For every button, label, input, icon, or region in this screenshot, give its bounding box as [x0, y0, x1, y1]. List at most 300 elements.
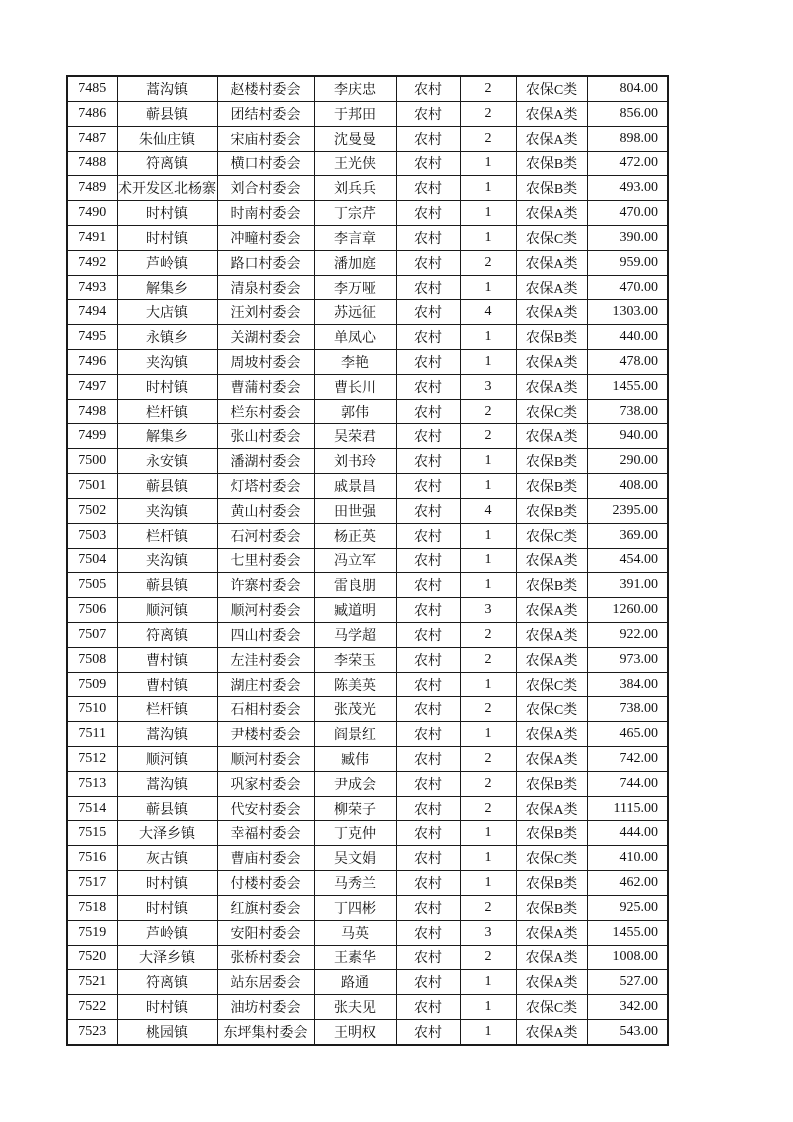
village-committee-cell: 张桥村委会 — [217, 945, 314, 970]
category-cell: 农村 — [396, 250, 460, 275]
amount-cell: 290.00 — [587, 449, 668, 474]
amount-cell: 472.00 — [587, 151, 668, 176]
town-cell: 永安镇 — [117, 449, 217, 474]
serial-number-cell: 7516 — [67, 846, 117, 871]
person-count-cell: 2 — [460, 424, 516, 449]
serial-number-cell: 7495 — [67, 325, 117, 350]
category-cell: 农村 — [396, 201, 460, 226]
person-count-cell: 3 — [460, 374, 516, 399]
serial-number-cell: 7514 — [67, 796, 117, 821]
person-count-cell: 1 — [460, 672, 516, 697]
person-name-cell: 沈曼曼 — [314, 126, 396, 151]
table-row — [67, 796, 668, 821]
table-row — [67, 126, 668, 151]
person-count-cell: 2 — [460, 647, 516, 672]
insurance-class-cell: 农保A类 — [516, 622, 587, 647]
category-cell: 农村 — [396, 722, 460, 747]
village-committee-cell: 石相村委会 — [217, 697, 314, 722]
table-row — [67, 722, 668, 747]
person-name-cell: 刘兵兵 — [314, 176, 396, 201]
person-count-cell: 1 — [460, 970, 516, 995]
serial-number-cell: 7509 — [67, 672, 117, 697]
serial-number-cell: 7489 — [67, 176, 117, 201]
person-name-cell: 张夫见 — [314, 995, 396, 1020]
category-cell: 农村 — [396, 325, 460, 350]
person-name-cell: 李庆忠 — [314, 76, 396, 101]
insurance-class-cell: 农保A类 — [516, 300, 587, 325]
village-committee-cell: 石河村委会 — [217, 523, 314, 548]
category-cell: 农村 — [396, 821, 460, 846]
person-name-cell: 丁克仲 — [314, 821, 396, 846]
category-cell: 农村 — [396, 474, 460, 499]
person-count-cell: 2 — [460, 399, 516, 424]
table-row — [67, 176, 668, 201]
serial-number-cell: 7492 — [67, 250, 117, 275]
category-cell: 农村 — [396, 300, 460, 325]
person-count-cell: 2 — [460, 622, 516, 647]
serial-number-cell: 7498 — [67, 399, 117, 424]
village-committee-cell: 东坪集村委会 — [217, 1019, 314, 1045]
serial-number-cell: 7515 — [67, 821, 117, 846]
table-row — [67, 970, 668, 995]
person-name-cell: 雷良朋 — [314, 573, 396, 598]
category-cell: 农村 — [396, 895, 460, 920]
town-cell: 符离镇 — [117, 970, 217, 995]
insurance-class-cell: 农保A类 — [516, 350, 587, 375]
table-row — [67, 350, 668, 375]
table-row — [67, 201, 668, 226]
rural-pension-roster-table — [66, 75, 669, 1046]
person-count-cell: 2 — [460, 796, 516, 821]
village-committee-cell: 顺河村委会 — [217, 747, 314, 772]
town-cell: 时村镇 — [117, 374, 217, 399]
table-row — [67, 995, 668, 1020]
village-committee-cell: 代安村委会 — [217, 796, 314, 821]
table-row — [67, 225, 668, 250]
village-committee-cell: 尹楼村委会 — [217, 722, 314, 747]
category-cell: 农村 — [396, 523, 460, 548]
serial-number-cell: 7513 — [67, 771, 117, 796]
serial-number-cell: 7511 — [67, 722, 117, 747]
village-committee-cell: 时南村委会 — [217, 201, 314, 226]
town-cell: 芦岭镇 — [117, 250, 217, 275]
amount-cell: 342.00 — [587, 995, 668, 1020]
category-cell: 农村 — [396, 176, 460, 201]
person-count-cell: 2 — [460, 76, 516, 101]
person-name-cell: 丁宗芹 — [314, 201, 396, 226]
person-count-cell: 1 — [460, 449, 516, 474]
insurance-class-cell: 农保B类 — [516, 474, 587, 499]
category-cell: 农村 — [396, 424, 460, 449]
serial-number-cell: 7521 — [67, 970, 117, 995]
person-name-cell: 吴文娟 — [314, 846, 396, 871]
amount-cell: 2395.00 — [587, 498, 668, 523]
village-committee-cell: 横口村委会 — [217, 151, 314, 176]
person-name-cell: 尹成会 — [314, 771, 396, 796]
amount-cell: 1303.00 — [587, 300, 668, 325]
table-row — [67, 300, 668, 325]
serial-number-cell: 7519 — [67, 920, 117, 945]
category-cell: 农村 — [396, 225, 460, 250]
person-count-cell: 4 — [460, 300, 516, 325]
person-name-cell: 李荣玉 — [314, 647, 396, 672]
category-cell: 农村 — [396, 747, 460, 772]
insurance-class-cell: 农保A类 — [516, 796, 587, 821]
insurance-class-cell: 农保C类 — [516, 225, 587, 250]
amount-cell: 940.00 — [587, 424, 668, 449]
village-committee-cell: 站东居委会 — [217, 970, 314, 995]
amount-cell: 465.00 — [587, 722, 668, 747]
insurance-class-cell: 农保B类 — [516, 176, 587, 201]
village-committee-cell: 团结村委会 — [217, 101, 314, 126]
village-committee-cell: 周坡村委会 — [217, 350, 314, 375]
town-cell: 栏杆镇 — [117, 399, 217, 424]
serial-number-cell: 7491 — [67, 225, 117, 250]
person-name-cell: 王光侠 — [314, 151, 396, 176]
person-name-cell: 潘加庭 — [314, 250, 396, 275]
insurance-class-cell: 农保A类 — [516, 647, 587, 672]
person-name-cell: 冯立军 — [314, 548, 396, 573]
amount-cell: 543.00 — [587, 1019, 668, 1045]
person-count-cell: 1 — [460, 225, 516, 250]
village-committee-cell: 许寨村委会 — [217, 573, 314, 598]
category-cell: 农村 — [396, 151, 460, 176]
person-name-cell: 王素华 — [314, 945, 396, 970]
insurance-class-cell: 农保B类 — [516, 771, 587, 796]
person-count-cell: 1 — [460, 474, 516, 499]
insurance-class-cell: 农保C类 — [516, 523, 587, 548]
person-count-cell: 3 — [460, 920, 516, 945]
person-count-cell: 2 — [460, 747, 516, 772]
insurance-class-cell: 农保C类 — [516, 76, 587, 101]
insurance-class-cell: 农保A类 — [516, 548, 587, 573]
table-row — [67, 945, 668, 970]
town-cell: 蕲县镇 — [117, 796, 217, 821]
category-cell: 农村 — [396, 399, 460, 424]
person-count-cell: 1 — [460, 722, 516, 747]
category-cell: 农村 — [396, 573, 460, 598]
insurance-class-cell: 农保C类 — [516, 995, 587, 1020]
insurance-class-cell: 农保B类 — [516, 449, 587, 474]
town-cell: 符离镇 — [117, 151, 217, 176]
town-cell: 夹沟镇 — [117, 498, 217, 523]
serial-number-cell: 7520 — [67, 945, 117, 970]
person-count-cell: 2 — [460, 895, 516, 920]
person-count-cell: 1 — [460, 523, 516, 548]
village-committee-cell: 清泉村委会 — [217, 275, 314, 300]
serial-number-cell: 7496 — [67, 350, 117, 375]
town-cell: 大泽乡镇 — [117, 821, 217, 846]
village-committee-cell: 刘合村委会 — [217, 176, 314, 201]
table-row — [67, 672, 668, 697]
village-committee-cell: 巩家村委会 — [217, 771, 314, 796]
table-row — [67, 573, 668, 598]
serial-number-cell: 7490 — [67, 201, 117, 226]
insurance-class-cell: 农保B类 — [516, 821, 587, 846]
village-committee-cell: 油坊村委会 — [217, 995, 314, 1020]
person-name-cell: 张茂光 — [314, 697, 396, 722]
insurance-class-cell: 农保A类 — [516, 201, 587, 226]
person-count-cell: 1 — [460, 821, 516, 846]
table-row — [67, 474, 668, 499]
person-name-cell: 刘书玲 — [314, 449, 396, 474]
village-committee-cell: 冲疃村委会 — [217, 225, 314, 250]
village-committee-cell: 红旗村委会 — [217, 895, 314, 920]
serial-number-cell: 7501 — [67, 474, 117, 499]
category-cell: 农村 — [396, 101, 460, 126]
category-cell: 农村 — [396, 796, 460, 821]
serial-number-cell: 7486 — [67, 101, 117, 126]
amount-cell: 1455.00 — [587, 374, 668, 399]
person-count-cell: 4 — [460, 498, 516, 523]
category-cell: 农村 — [396, 622, 460, 647]
village-committee-cell: 付楼村委会 — [217, 871, 314, 896]
serial-number-cell: 7488 — [67, 151, 117, 176]
person-name-cell: 王明权 — [314, 1019, 396, 1045]
town-cell: 永镇乡 — [117, 325, 217, 350]
category-cell: 农村 — [396, 771, 460, 796]
town-cell: 蒿沟镇 — [117, 76, 217, 101]
category-cell: 农村 — [396, 374, 460, 399]
category-cell: 农村 — [396, 498, 460, 523]
serial-number-cell: 7502 — [67, 498, 117, 523]
category-cell: 农村 — [396, 126, 460, 151]
category-cell: 农村 — [396, 672, 460, 697]
person-count-cell: 2 — [460, 126, 516, 151]
insurance-class-cell: 农保B类 — [516, 151, 587, 176]
person-count-cell: 1 — [460, 151, 516, 176]
amount-cell: 369.00 — [587, 523, 668, 548]
serial-number-cell: 7512 — [67, 747, 117, 772]
village-committee-cell: 路口村委会 — [217, 250, 314, 275]
serial-number-cell: 7497 — [67, 374, 117, 399]
person-count-cell: 1 — [460, 995, 516, 1020]
amount-cell: 462.00 — [587, 871, 668, 896]
amount-cell: 973.00 — [587, 647, 668, 672]
serial-number-cell: 7518 — [67, 895, 117, 920]
insurance-class-cell: 农保C类 — [516, 399, 587, 424]
amount-cell: 1455.00 — [587, 920, 668, 945]
insurance-class-cell: 农保B类 — [516, 325, 587, 350]
person-name-cell: 阎景红 — [314, 722, 396, 747]
table-row — [67, 647, 668, 672]
town-cell: 曹村镇 — [117, 672, 217, 697]
serial-number-cell: 7504 — [67, 548, 117, 573]
village-committee-cell: 栏东村委会 — [217, 399, 314, 424]
amount-cell: 925.00 — [587, 895, 668, 920]
amount-cell: 527.00 — [587, 970, 668, 995]
amount-cell: 922.00 — [587, 622, 668, 647]
table-row — [67, 399, 668, 424]
person-count-cell: 1 — [460, 350, 516, 375]
table-row — [67, 846, 668, 871]
person-name-cell: 马秀兰 — [314, 871, 396, 896]
town-cell: 芦岭镇 — [117, 920, 217, 945]
category-cell: 农村 — [396, 945, 460, 970]
village-committee-cell: 安阳村委会 — [217, 920, 314, 945]
person-name-cell: 路通 — [314, 970, 396, 995]
person-name-cell: 田世强 — [314, 498, 396, 523]
insurance-class-cell: 农保A类 — [516, 945, 587, 970]
person-count-cell: 1 — [460, 275, 516, 300]
table-row — [67, 697, 668, 722]
person-count-cell: 1 — [460, 325, 516, 350]
table-row — [67, 920, 668, 945]
person-name-cell: 马学超 — [314, 622, 396, 647]
village-committee-cell: 潘湖村委会 — [217, 449, 314, 474]
table-row — [67, 151, 668, 176]
category-cell: 农村 — [396, 846, 460, 871]
insurance-class-cell: 农保C类 — [516, 672, 587, 697]
table-row — [67, 498, 668, 523]
insurance-class-cell: 农保A类 — [516, 920, 587, 945]
insurance-class-cell: 农保B类 — [516, 871, 587, 896]
person-name-cell: 苏远征 — [314, 300, 396, 325]
village-committee-cell: 曹蒲村委会 — [217, 374, 314, 399]
insurance-class-cell: 农保A类 — [516, 598, 587, 623]
person-count-cell: 2 — [460, 945, 516, 970]
table-row — [67, 895, 668, 920]
amount-cell: 898.00 — [587, 126, 668, 151]
serial-number-cell: 7494 — [67, 300, 117, 325]
serial-number-cell: 7517 — [67, 871, 117, 896]
table-row — [67, 747, 668, 772]
town-cell: 夹沟镇 — [117, 350, 217, 375]
amount-cell: 408.00 — [587, 474, 668, 499]
table-row — [67, 1019, 668, 1045]
insurance-class-cell: 农保B类 — [516, 498, 587, 523]
serial-number-cell: 7499 — [67, 424, 117, 449]
person-count-cell: 1 — [460, 871, 516, 896]
village-committee-cell: 赵楼村委会 — [217, 76, 314, 101]
village-committee-cell: 顺河村委会 — [217, 598, 314, 623]
village-committee-cell: 幸福村委会 — [217, 821, 314, 846]
town-cell: 顺河镇 — [117, 598, 217, 623]
category-cell: 农村 — [396, 970, 460, 995]
person-count-cell: 1 — [460, 176, 516, 201]
town-cell: 蕲县镇 — [117, 101, 217, 126]
person-name-cell: 陈美英 — [314, 672, 396, 697]
amount-cell: 391.00 — [587, 573, 668, 598]
person-name-cell: 郭伟 — [314, 399, 396, 424]
amount-cell: 738.00 — [587, 399, 668, 424]
person-name-cell: 曹长川 — [314, 374, 396, 399]
village-committee-cell: 左洼村委会 — [217, 647, 314, 672]
town-cell: 夹沟镇 — [117, 548, 217, 573]
amount-cell: 744.00 — [587, 771, 668, 796]
person-count-cell: 2 — [460, 697, 516, 722]
town-cell: 时村镇 — [117, 871, 217, 896]
amount-cell: 742.00 — [587, 747, 668, 772]
town-cell: 术开发区北杨寨 — [117, 176, 217, 201]
insurance-class-cell: 农保A类 — [516, 275, 587, 300]
category-cell: 农村 — [396, 1019, 460, 1045]
serial-number-cell: 7487 — [67, 126, 117, 151]
table-row — [67, 449, 668, 474]
amount-cell: 1115.00 — [587, 796, 668, 821]
insurance-class-cell: 农保A类 — [516, 126, 587, 151]
amount-cell: 738.00 — [587, 697, 668, 722]
amount-cell: 959.00 — [587, 250, 668, 275]
person-count-cell: 1 — [460, 573, 516, 598]
amount-cell: 493.00 — [587, 176, 668, 201]
category-cell: 农村 — [396, 350, 460, 375]
amount-cell: 390.00 — [587, 225, 668, 250]
amount-cell: 1008.00 — [587, 945, 668, 970]
person-count-cell: 1 — [460, 548, 516, 573]
table-row — [67, 424, 668, 449]
table-row — [67, 821, 668, 846]
category-cell: 农村 — [396, 647, 460, 672]
insurance-class-cell: 农保A类 — [516, 747, 587, 772]
town-cell: 顺河镇 — [117, 747, 217, 772]
serial-number-cell: 7500 — [67, 449, 117, 474]
insurance-class-cell: 农保B类 — [516, 573, 587, 598]
town-cell: 蒿沟镇 — [117, 722, 217, 747]
serial-number-cell: 7503 — [67, 523, 117, 548]
person-name-cell: 李艳 — [314, 350, 396, 375]
insurance-class-cell: 农保A类 — [516, 722, 587, 747]
person-name-cell: 李万哑 — [314, 275, 396, 300]
person-name-cell: 单凤心 — [314, 325, 396, 350]
table-row — [67, 771, 668, 796]
person-count-cell: 3 — [460, 598, 516, 623]
amount-cell: 470.00 — [587, 201, 668, 226]
town-cell: 大泽乡镇 — [117, 945, 217, 970]
town-cell: 时村镇 — [117, 225, 217, 250]
insurance-class-cell: 农保A类 — [516, 101, 587, 126]
amount-cell: 444.00 — [587, 821, 668, 846]
serial-number-cell: 7505 — [67, 573, 117, 598]
town-cell: 桃园镇 — [117, 1019, 217, 1045]
category-cell: 农村 — [396, 275, 460, 300]
serial-number-cell: 7508 — [67, 647, 117, 672]
category-cell: 农村 — [396, 449, 460, 474]
town-cell: 蕲县镇 — [117, 573, 217, 598]
town-cell: 大店镇 — [117, 300, 217, 325]
category-cell: 农村 — [396, 598, 460, 623]
category-cell: 农村 — [396, 920, 460, 945]
insurance-class-cell: 农保A类 — [516, 1019, 587, 1045]
person-count-cell: 1 — [460, 201, 516, 226]
table-row — [67, 101, 668, 126]
person-name-cell: 戚景昌 — [314, 474, 396, 499]
village-committee-cell: 七里村委会 — [217, 548, 314, 573]
table-row — [67, 523, 668, 548]
town-cell: 时村镇 — [117, 201, 217, 226]
serial-number-cell: 7523 — [67, 1019, 117, 1045]
town-cell: 灰古镇 — [117, 846, 217, 871]
table-row — [67, 598, 668, 623]
insurance-class-cell: 农保C类 — [516, 697, 587, 722]
amount-cell: 470.00 — [587, 275, 668, 300]
table-row — [67, 871, 668, 896]
serial-number-cell: 7507 — [67, 622, 117, 647]
village-committee-cell: 宋庙村委会 — [217, 126, 314, 151]
village-committee-cell: 曹庙村委会 — [217, 846, 314, 871]
person-count-cell: 2 — [460, 771, 516, 796]
town-cell: 蒿沟镇 — [117, 771, 217, 796]
amount-cell: 804.00 — [587, 76, 668, 101]
village-committee-cell: 四山村委会 — [217, 622, 314, 647]
insurance-class-cell: 农保A类 — [516, 424, 587, 449]
category-cell: 农村 — [396, 76, 460, 101]
amount-cell: 410.00 — [587, 846, 668, 871]
person-name-cell: 吴荣君 — [314, 424, 396, 449]
town-cell: 曹村镇 — [117, 647, 217, 672]
town-cell: 栏杆镇 — [117, 697, 217, 722]
person-count-cell: 2 — [460, 101, 516, 126]
